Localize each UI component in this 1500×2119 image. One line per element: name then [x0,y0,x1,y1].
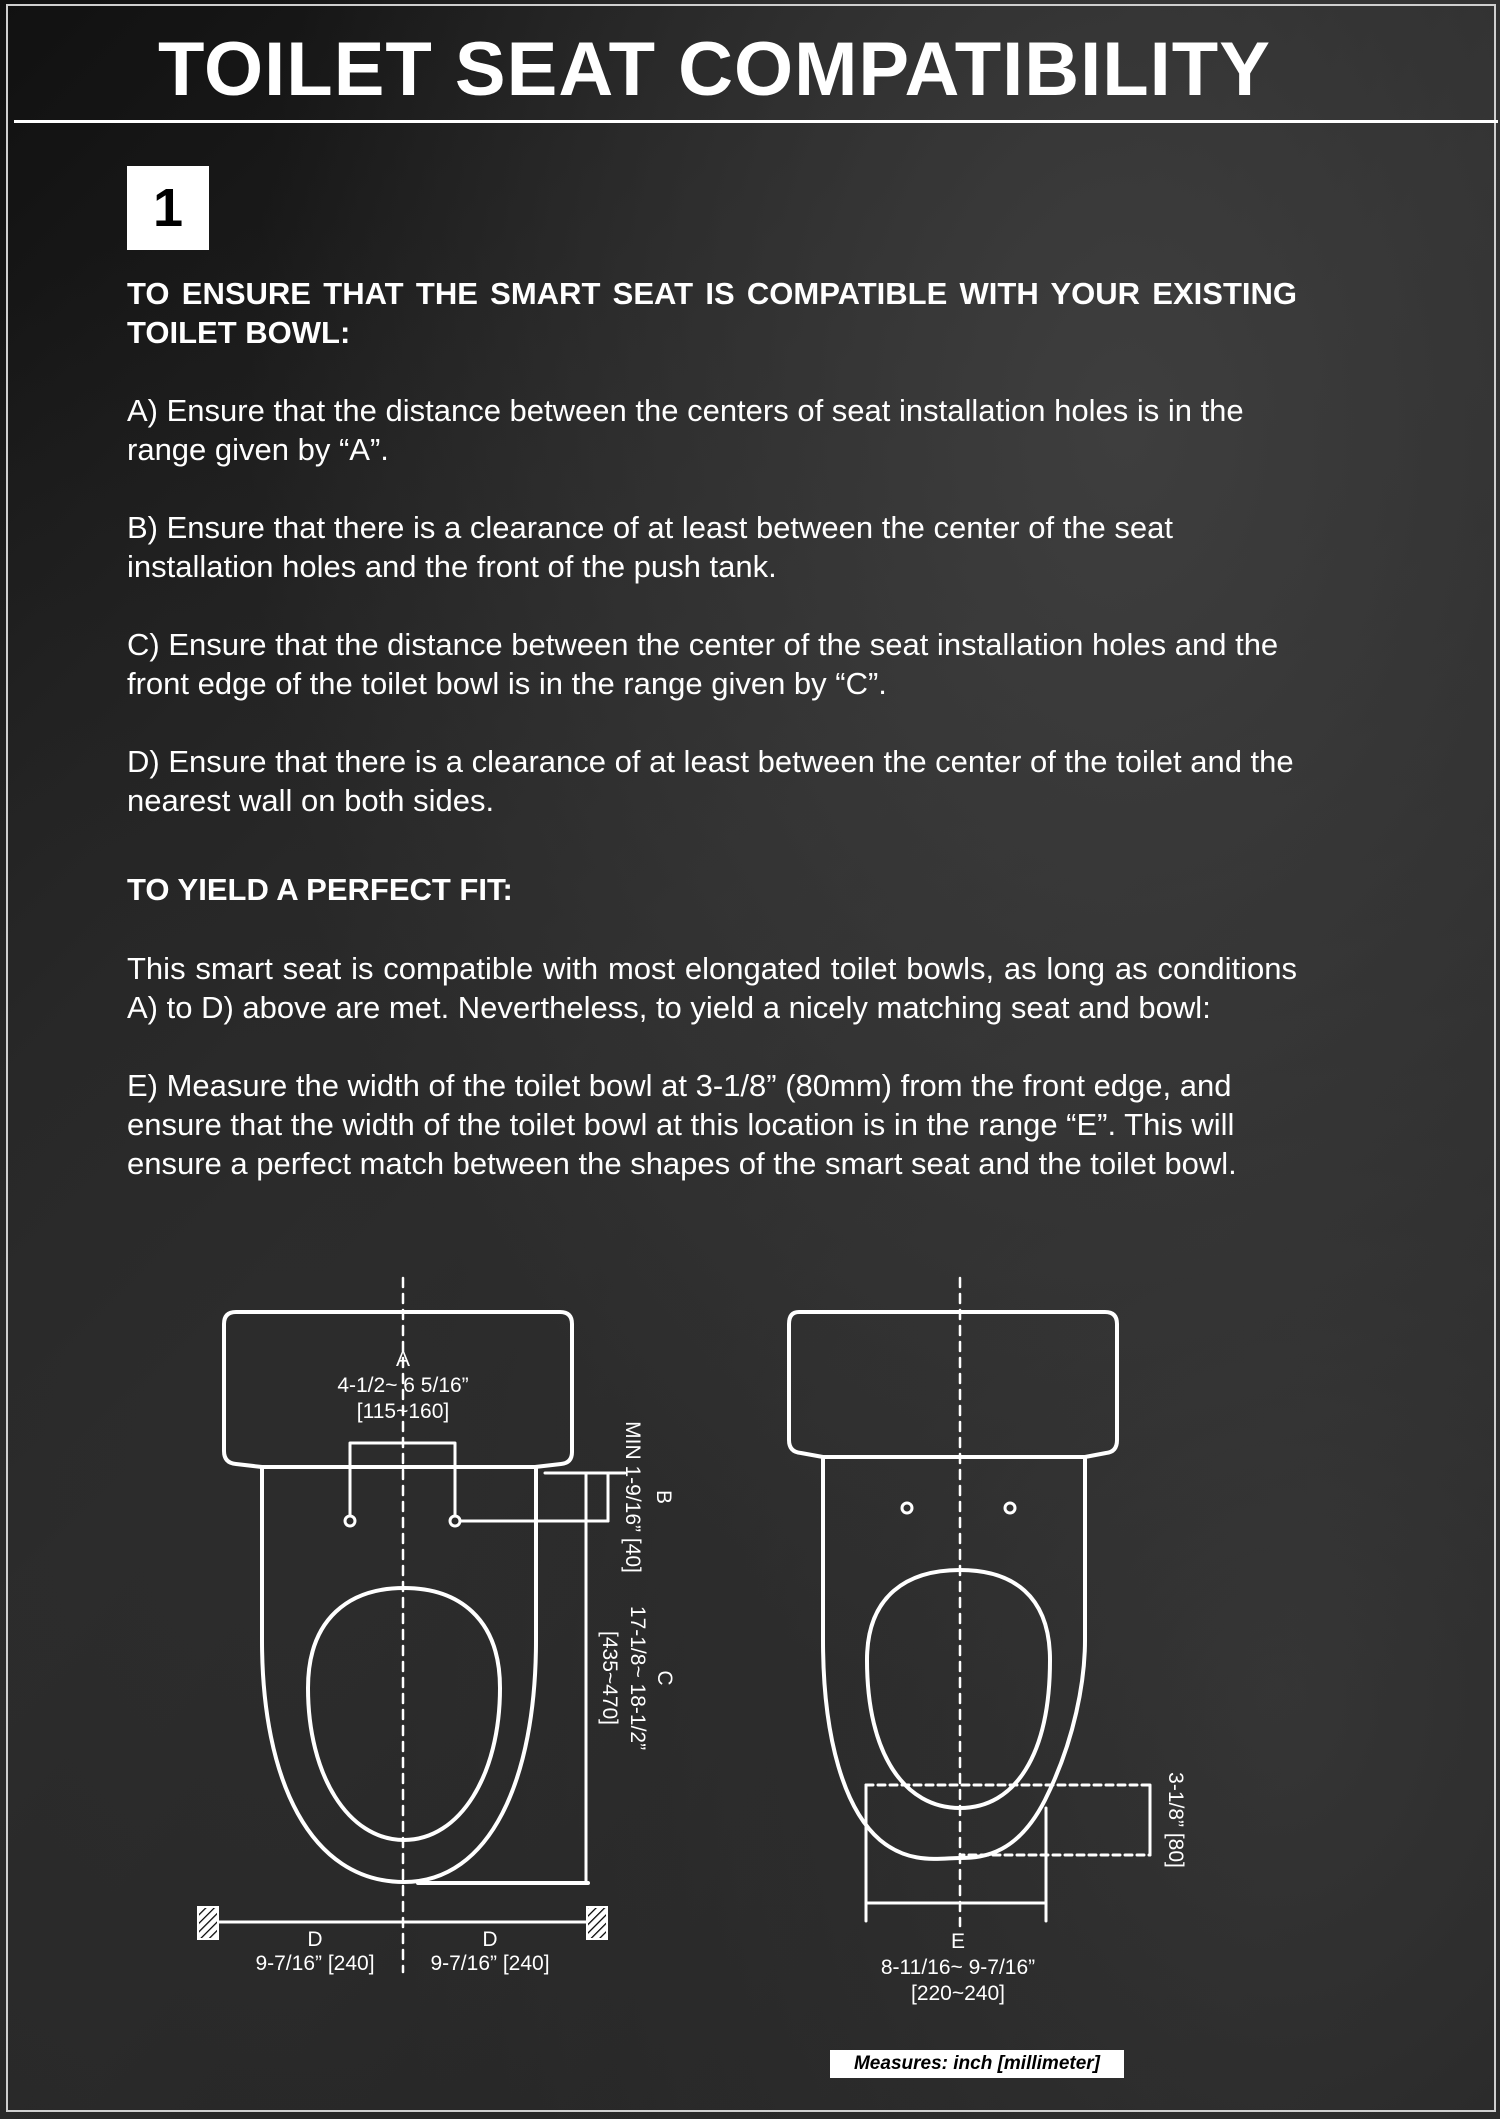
b-letter: B [652,1489,675,1505]
item-b: B) Ensure that there is a clearance of at least between the center of the seat installation holes and the front of the push tank. [127,510,1174,584]
right-tank-outline [789,1312,1117,1457]
right-bowl-outline [823,1457,1085,1859]
d-right-letter: D [482,1928,498,1951]
step-number: 1 [152,178,184,238]
fit-intro: This smart seat is compatible with most elongated toilet bowls, as long as conditions A) to D) above are met. Nevertheless, to yield a nicely matching seat and bowl: [127,951,1297,1025]
fit-heading: TO YIELD A PERFECT FIT: [127,872,513,907]
c-letter: C [653,1670,676,1686]
compat-heading: TO ENSURE THAT THE SMART SEAT IS COMPATIBLE WITH YOUR EXISTING TOILET BOWL: [127,276,1297,350]
e-letter: E [950,1930,966,1953]
left-hole-right [450,1516,460,1526]
d-right-value: 9-7/16” [240] [430,1952,550,1975]
right-wall-hatch [587,1907,607,1939]
offset-label: 3-1/8” [80] [1164,1772,1187,1868]
a-mm-label: [115~160] [356,1400,450,1423]
units-legend [830,2050,1124,2078]
e-mm-label: [220~240] [910,1982,1006,2005]
c-inch-label: 17-1/8~ 18-1/2” [626,1605,649,1751]
item-d: D) Ensure that there is a clearance of at least between the center of the toilet and the nearest wall on both sides. [127,744,1294,818]
e-inch-label: 8-11/16~ 9-7/16” [880,1956,1036,1979]
page-title: TOILET SEAT COMPATIBILITY [158,27,1271,112]
right-hole-left [902,1503,912,1513]
right-seat-opening [867,1570,1050,1808]
left-hole-left [345,1516,355,1526]
item-e: E) Measure the width of the toilet bowl at 3-1/8” (80mm) from the front edge, and ensure that the width of the toilet bowl at this location is in the range “E”. This will ensure a perfect match between the shapes of the smart seat and the toilet bowl. [127,1068,1237,1181]
a-letter: A [395,1348,411,1371]
item-c: C) Ensure that the distance between the center of the seat installation holes and the front edge of the toilet bowl is in the range given by “C”. [127,627,1279,701]
a-inch-label: 4-1/2~ 6 5/16” [337,1374,469,1397]
item-a: A) Ensure that the distance between the centers of seat installation holes is in the range given by “A”. [127,393,1244,467]
left-bowl-outline [262,1467,536,1882]
right-toilet-diagram [789,1278,1150,1926]
d-left-value: 9-7/16” [240] [255,1952,375,1975]
b-label: MIN 1-9/16” [40] [621,1421,644,1573]
d-left-letter: D [307,1928,323,1951]
right-hole-right [1005,1503,1015,1513]
c-mm-label: [435~470] [598,1630,621,1726]
units-legend-text: Measures: inch [millimeter] [853,2053,1101,2074]
left-wall-hatch [198,1907,218,1939]
